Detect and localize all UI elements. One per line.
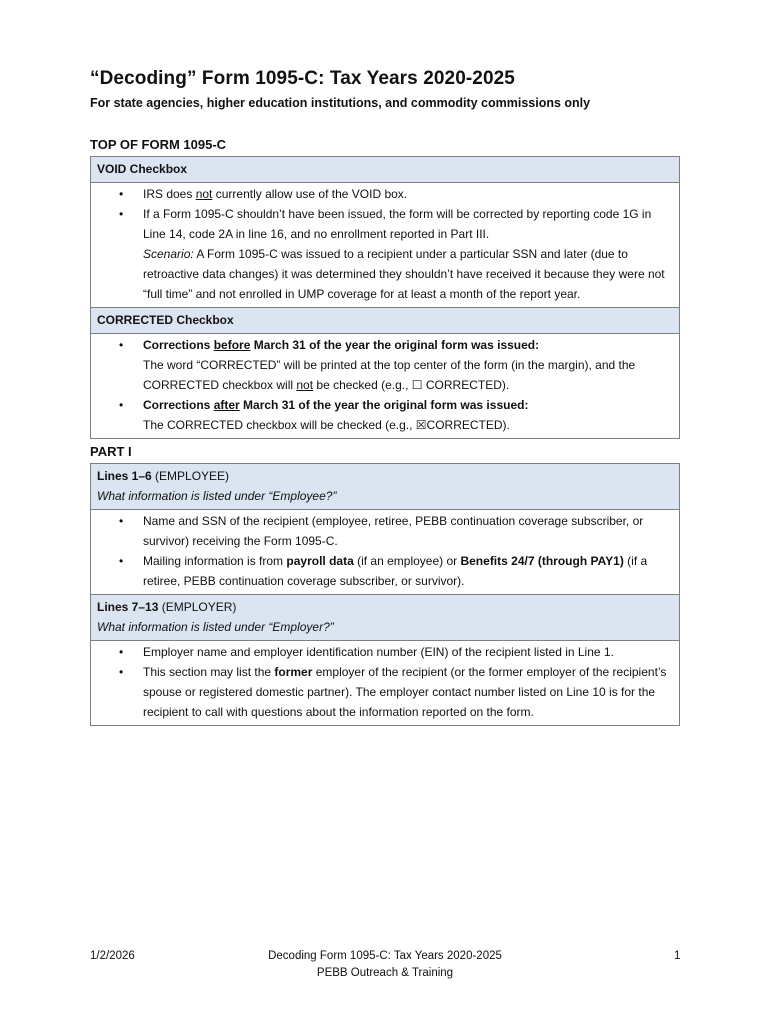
bullet-icon: • [119,338,124,352]
footer-document-title: Decoding Form 1095-C: Tax Years 2020-2025 [268,950,502,962]
void-header-cell [91,157,680,183]
employer-body-cell [91,641,680,726]
document-title: “Decoding” Form 1095-C: Tax Years 2020-2025 [90,68,515,89]
section-heading-part-1: PART I [90,444,132,459]
employer-header-cell [91,595,680,641]
list-item [97,335,673,395]
employee-question: What information is listed under “Employee?” [97,489,337,503]
void-body-cell [91,183,680,308]
list-item [97,551,673,591]
employee-bullet-1: Name and SSN of the recipient (employee, retiree, PEBB continuation coverage subscriber, or survivor) receiving the Form 1095-C. [143,514,644,548]
bullet-icon: • [119,645,124,659]
corrected-header-row [91,308,680,334]
bullet-icon: • [119,514,124,528]
employee-body-cell [91,510,680,595]
employee-header-lines: Lines 1–6 [97,469,152,483]
void-header-title: VOID Checkbox [97,162,188,176]
list-item [97,184,673,204]
void-header-row [91,157,680,183]
corrected-bullet-2-post: March 31 of the year the original form was issued: [239,398,529,412]
bullet-icon: • [119,207,124,221]
bullet-icon: • [119,187,124,201]
void-body-row [91,183,680,308]
footer-center [0,948,770,982]
corrected-bullet-2-pre: Corrections [143,398,214,412]
section-heading-top-of-form: TOP OF FORM 1095-C [90,137,227,152]
employer-bullet-list [97,642,673,722]
corrected-bullet-1-heading [143,338,539,352]
employee-bullet-2-mid: (if an employee) or [353,554,461,568]
list-item [97,395,673,435]
employee-header-label: (EMPLOYEE) [151,469,230,483]
corrected-bullet-list [97,335,673,435]
corrected-bullet-2-text: The CORRECTED checkbox will be checked (e.g., ☒CORRECTED). [143,418,510,432]
list-item [97,642,673,662]
employee-header-row [91,464,680,510]
void-bullet-list [97,184,673,244]
employer-body-row [91,641,680,726]
corrected-body-cell [91,334,680,439]
employer-question: What information is listed under “Employer?” [97,620,334,634]
void-bullet-1-underline: not [195,187,213,201]
corrected-bullet-1-post: March 31 of the year the original form was issued: [250,338,540,352]
bullet-icon: • [119,665,124,679]
void-scenario-label: Scenario: [143,247,194,261]
employer-header-label: (EMPLOYER) [158,600,237,614]
employee-header-cell [91,464,680,510]
employee-bullet-list [97,511,673,591]
list-item [97,511,673,551]
employer-bullet-2-pre: This section may list the [143,665,275,679]
employee-bullet-2-bold-2: Benefits 24/7 (through PAY1) [460,554,624,568]
top-of-form-table [90,156,680,439]
corrected-bullet-2-heading [143,398,528,412]
corrected-bullet-1-underline: before [213,338,251,352]
employee-body-row [91,510,680,595]
employer-header-lines: Lines 7–13 [97,600,159,614]
void-scenario [97,244,673,304]
footer-organization: PEBB Outreach & Training [316,967,454,979]
employee-bullet-2-post: (if a retiree, PEBB continuation coverage subscriber, or survivor). [143,554,648,588]
bullet-icon: • [119,398,124,412]
void-bullet-2: If a Form 1095-C shouldn’t have been issued, the form will be corrected by reporting code 1G in Line 14, code 2A in line 16, and no enrollment reported in Part III. [143,207,652,241]
employer-bullet-1: Employer name and employer identification number (EIN) of the recipient listed in Line 1. [143,645,614,659]
void-scenario-text: A Form 1095-C was issued to a recipient under a particular SSN and later (due to retroactive data changes) it was determined they shouldn’t have received it because they were not “full time” and not enrolled in UMP coverage for at least a month of the report year. [143,247,665,301]
employer-bullet-2-bold: former [274,665,313,679]
employee-bullet-2-pre: Mailing information is from [143,554,287,568]
corrected-bullet-1-text-pre: The word “CORRECTED” will be printed at the top center of the form (in the margin), and the CORRECTED checkbox will [143,358,636,392]
list-item [97,662,673,722]
employee-bullet-2-bold-1: payroll data [286,554,354,568]
part-1-table [90,463,680,726]
corrected-bullet-1-text-post: be checked (e.g., ☐ CORRECTED). [313,378,510,392]
employer-bullet-2-post: employer of the recipient (or the former employer of the recipient’s spouse or registered domestic partner). The employer contact number listed on Line 10 is for the recipient to call with questions about the information reported on the form. [143,665,667,719]
corrected-body-row [91,334,680,439]
document-subtitle: For state agencies, higher education institutions, and commodity commissions only [90,96,591,110]
bullet-icon: • [119,554,124,568]
corrected-header-cell [91,308,680,334]
footer-date: 1/2/2026 [90,950,135,962]
corrected-header-title: CORRECTED Checkbox [97,313,234,327]
void-bullet-1-pre: IRS does [143,187,196,201]
void-bullet-1-post: currently allow use of the VOID box. [212,187,408,201]
list-item [97,204,673,244]
employer-header-row [91,595,680,641]
footer-page-number: 1 [674,950,681,962]
corrected-bullet-1-text-underline: not [296,378,314,392]
corrected-bullet-1-pre: Corrections [143,338,214,352]
corrected-bullet-2-underline: after [213,398,240,412]
